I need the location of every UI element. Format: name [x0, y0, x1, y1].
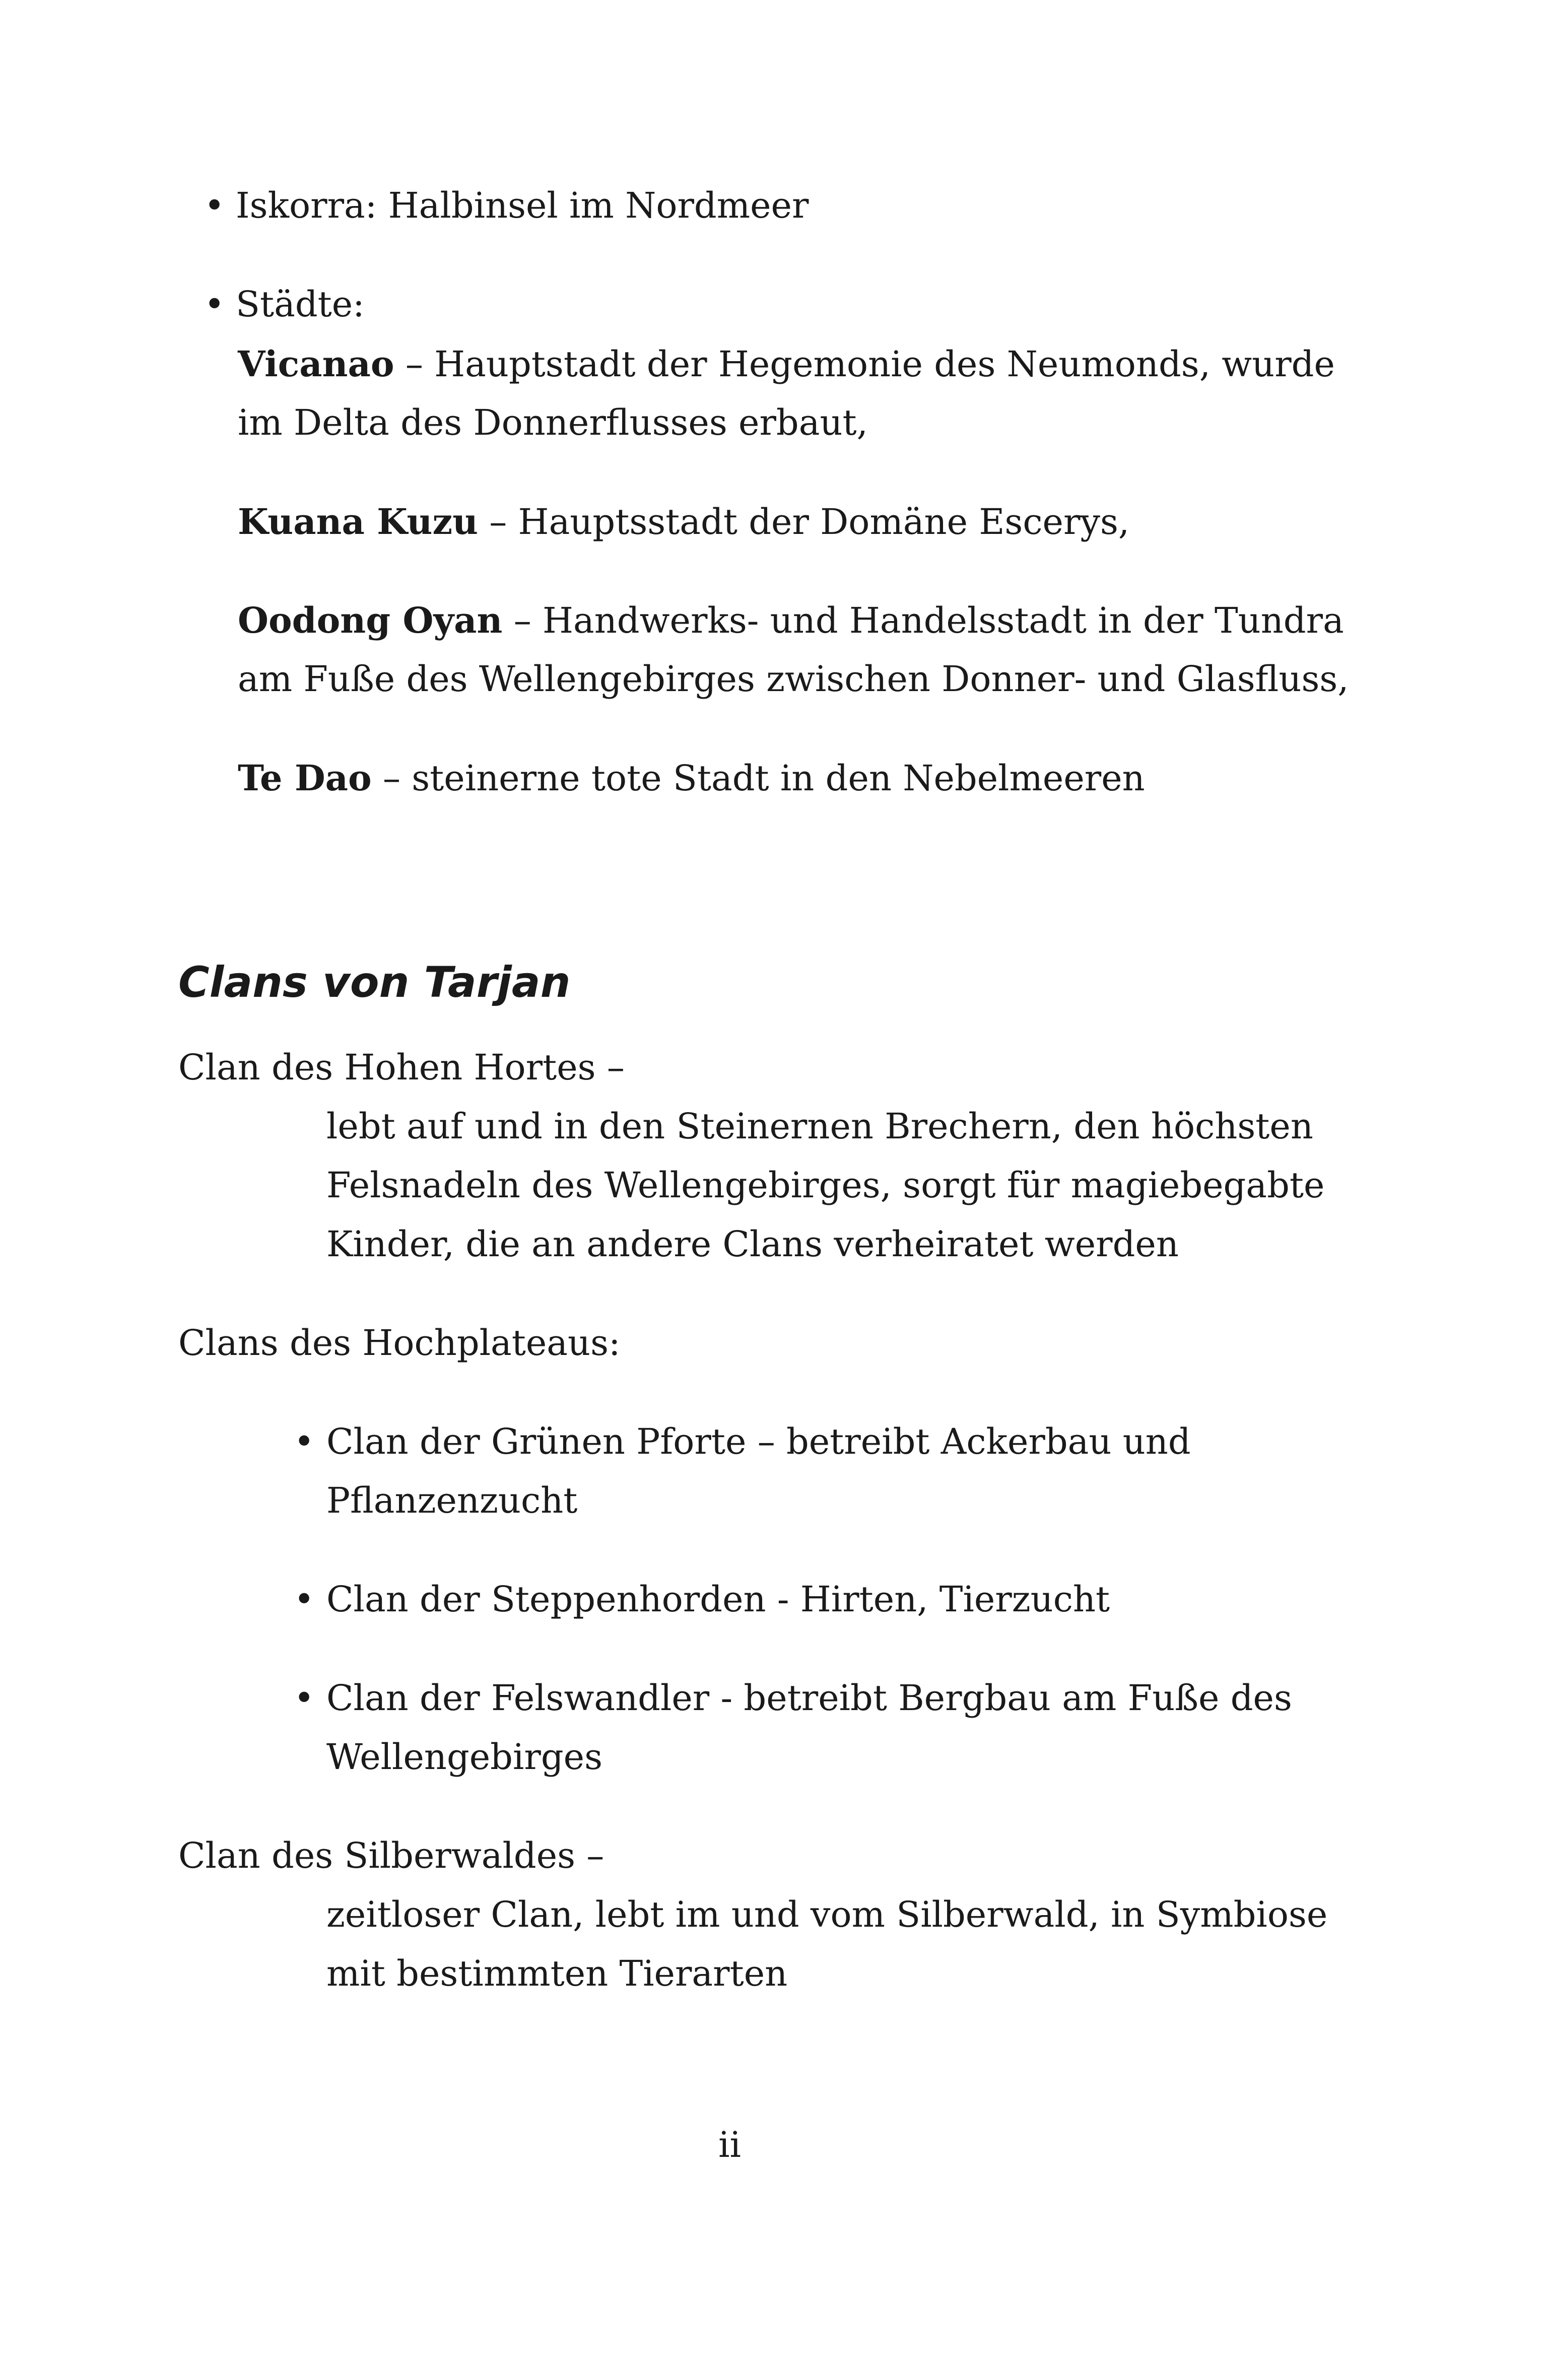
- city-name: Oodong Oyan: [238, 599, 503, 641]
- city-description-line: im Delta des Donnerflusses erbaut,: [238, 402, 868, 443]
- city-oodong-oyan: [238, 591, 1344, 650]
- clan-description-line: Kinder, die an andere Clans verheiratet werden: [326, 1223, 1179, 1265]
- clan-description-line: zeitloser Clan, lebt im und vom Silberwald, in Symbiose: [326, 1894, 1328, 1935]
- clan-title-silberwald: Clan des Silberwaldes –: [178, 1835, 604, 1876]
- city-kuana-kuzu: [238, 492, 1129, 552]
- bullet-icon: •: [294, 1677, 315, 1719]
- bullet-icon: •: [204, 284, 225, 325]
- city-name: Vicanao: [238, 343, 394, 385]
- list-item-steppenhorden: Clan der Steppenhorden - Hirten, Tierzucht: [326, 1579, 1110, 1620]
- city-description-line: – Hauptstadt der Hegemonie des Neumonds, wurde: [405, 344, 1335, 385]
- list-item-continuation: Pflanzenzucht: [326, 1480, 578, 1521]
- city-vicanao: [238, 334, 1335, 394]
- city-description-line: am Fuße des Wellengebirges zwischen Donner- und Glasfluss,: [238, 658, 1349, 700]
- city-description-line: – Handwerks- und Handelsstadt in der Tundra: [513, 600, 1344, 641]
- city-description-line: – Hauptsstadt der Domäne Escerys,: [489, 501, 1130, 542]
- list-item-staedte: Städte:: [236, 284, 365, 325]
- clan-description-line: mit bestimmten Tierarten: [326, 1953, 788, 1994]
- bullet-icon: •: [294, 1421, 315, 1462]
- city-name: Te Dao: [238, 757, 372, 799]
- clan-description-line: lebt auf und in den Steinernen Brechern, den höchsten: [326, 1106, 1313, 1147]
- city-name: Kuana Kuzu: [238, 501, 479, 542]
- city-te-dao: [238, 749, 1145, 808]
- list-item-continuation: Wellengebirges: [326, 1736, 603, 1778]
- city-description-line: – steinerne tote Stadt in den Nebelmeeren: [382, 758, 1145, 799]
- bullet-icon: •: [204, 185, 225, 226]
- page-number: ii: [718, 2124, 741, 2165]
- clan-title-hoher-hort: Clan des Hohen Hortes –: [178, 1047, 625, 1088]
- list-item-felswandler: Clan der Felswandler - betreibt Bergbau am Fuße des: [326, 1677, 1292, 1719]
- list-item-iskorra: Iskorra: Halbinsel im Nordmeer: [236, 185, 809, 226]
- clan-description-line: Felsnadeln des Wellengebirges, sorgt für magiebegabte: [326, 1165, 1325, 1206]
- section-heading: Clans von Tarjan: [178, 958, 571, 1007]
- list-item-gruene-pforte: Clan der Grünen Pforte – betreibt Ackerbau und: [326, 1421, 1191, 1462]
- clan-title-hochplateau: Clans des Hochplateaus:: [178, 1322, 621, 1364]
- bullet-icon: •: [294, 1579, 315, 1620]
